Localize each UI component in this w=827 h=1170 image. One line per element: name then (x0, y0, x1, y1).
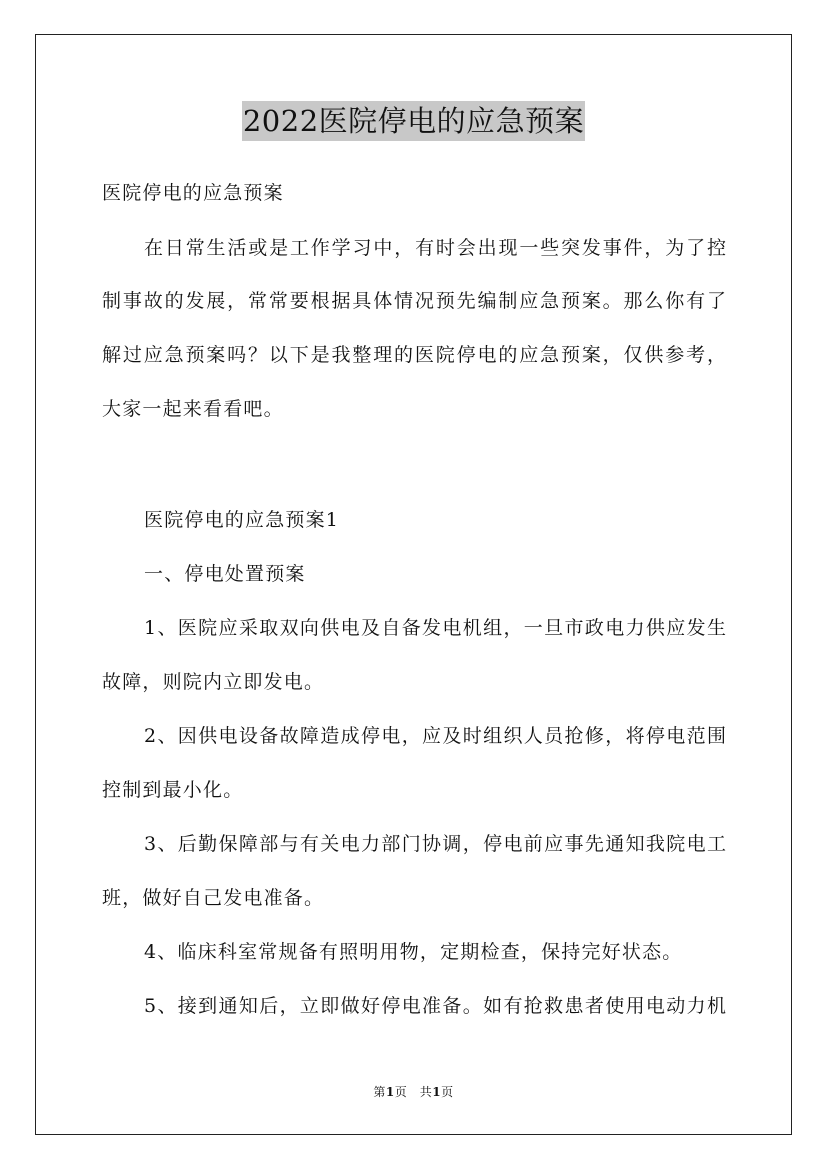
item-line-3: 2、因供电设备故障造成停电，应及时组织人员抢修，将停电范围 (144, 725, 726, 747)
item-line-8: 5、接到通知后，立即做好停电准备。如有抢救患者使用电动力机 (144, 995, 726, 1017)
item-line-1: 1、医院应采取双向供电及自备发电机组，一旦市政电力供应发生 (144, 617, 726, 639)
intro-line-3: 解过应急预案吗？以下是我整理的医院停电的应急预案，仅供参考， (102, 344, 726, 366)
footer-page-mid: 页 共 (394, 1085, 433, 1099)
intro-line-1: 在日常生活或是工作学习中，有时会出现一些突发事件，为了控 (144, 237, 726, 259)
item-line-7: 4、临床科室常规备有照明用物，定期检查，保持完好状态。 (144, 941, 683, 963)
item-line-6: 班，做好自己发电准备。 (102, 887, 325, 909)
document-subtitle: 医院停电的应急预案 (102, 182, 284, 204)
footer-page-current: 1 (385, 1085, 395, 1099)
item-line-4: 控制到最小化。 (102, 779, 244, 801)
footer-page-total: 1 (432, 1085, 442, 1099)
footer-page-suffix: 页 (441, 1085, 454, 1099)
intro-line-4: 大家一起来看看吧。 (102, 398, 284, 420)
item-line-2: 故障，则院内立即发电。 (102, 671, 325, 693)
subsection-heading: 一、停电处置预案 (144, 563, 306, 585)
item-line-5: 3、后勤保障部与有关电力部门协调，停电前应事先通知我院电工 (144, 833, 726, 855)
document-title: 2022医院停电的应急预案 (242, 101, 585, 141)
intro-line-2: 制事故的发展，常常要根据具体情况预先编制应急预案。那么你有了 (102, 290, 726, 312)
section-heading: 医院停电的应急预案1 (144, 509, 340, 531)
title-container (0, 101, 827, 141)
page-footer (0, 1084, 827, 1100)
footer-page-prefix: 第 (373, 1085, 386, 1099)
